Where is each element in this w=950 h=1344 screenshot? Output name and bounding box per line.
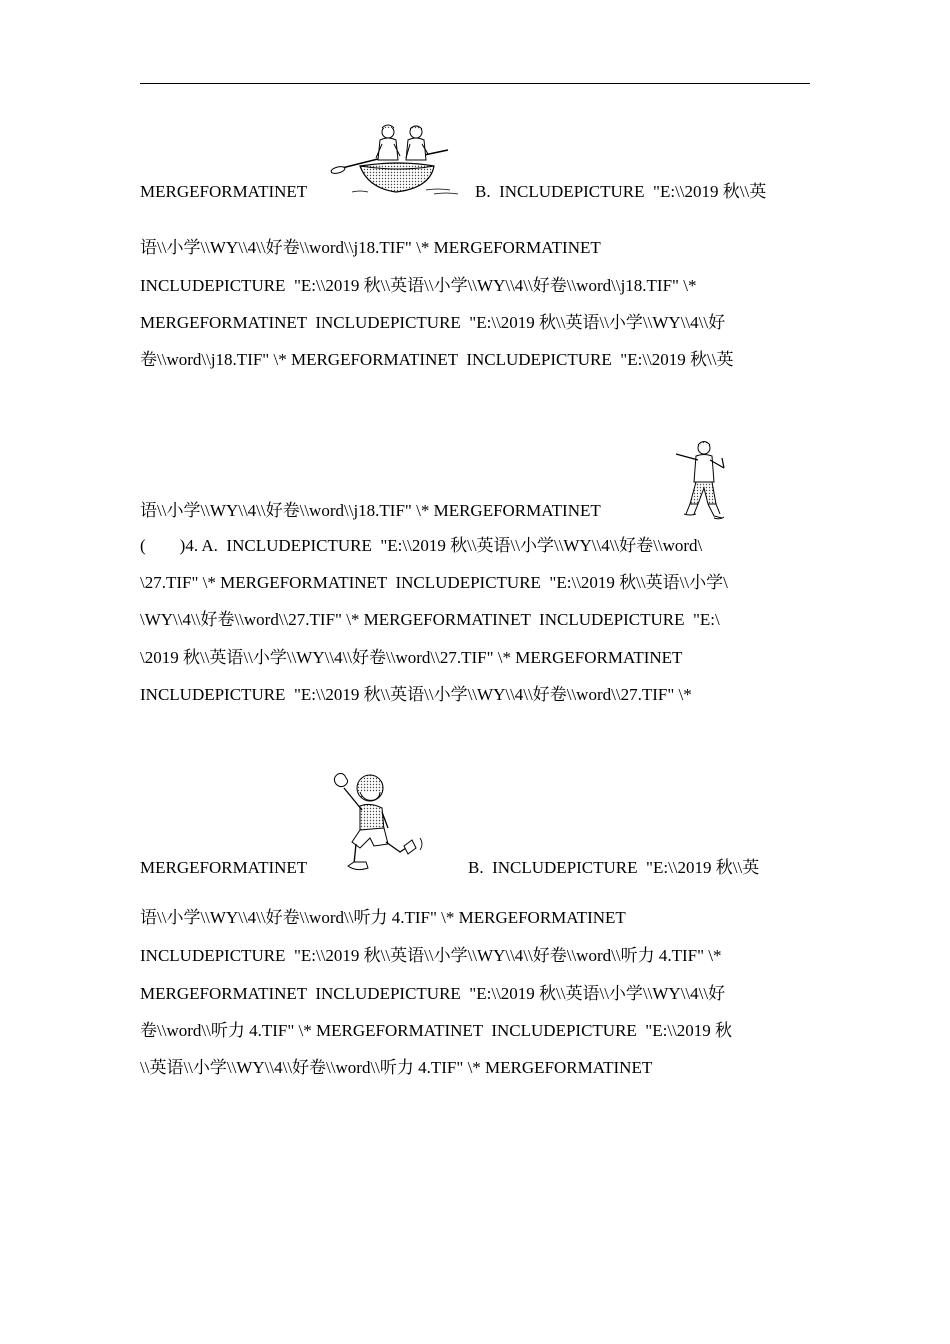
text-line: 语\\小学\\WY\\4\\好卷\\word\\听力 4.TIF" \* MERGEFORMATINET bbox=[140, 908, 626, 927]
text-line: 语\\小学\\WY\\4\\好卷\\word\\j18.TIF" \* MERGEFORMATINET bbox=[140, 238, 601, 257]
text-line: B. INCLUDEPICTURE "E:\\2019 秋\\英 bbox=[475, 182, 767, 201]
rowing-boat-illustration bbox=[330, 120, 462, 200]
running-boy-illustration bbox=[330, 768, 426, 880]
text-line: \27.TIF" \* MERGEFORMATINET INCLUDEPICTURE "E:\\2019 秋\\英语\\小学\ bbox=[140, 573, 728, 592]
header-rule bbox=[140, 83, 810, 84]
text-line: MERGEFORMATINET INCLUDEPICTURE "E:\\2019 秋\\英语\\小学\\WY\\4\\好 bbox=[140, 984, 726, 1003]
text-line: \2019 秋\\英语\\小学\\WY\\4\\好卷\\word\\27.TIF" \* MERGEFORMATINET bbox=[140, 648, 683, 667]
text-line: MERGEFORMATINET bbox=[140, 858, 308, 877]
text-line: \WY\\4\\好卷\\word\\27.TIF" \* MERGEFORMATINET INCLUDEPICTURE "E:\ bbox=[140, 610, 720, 629]
text-line: INCLUDEPICTURE "E:\\2019 秋\\英语\\小学\\WY\\4\\好卷\\word\\27.TIF" \* bbox=[140, 685, 692, 704]
text-line: MERGEFORMATINET INCLUDEPICTURE "E:\\2019 秋\\英语\\小学\\WY\\4\\好 bbox=[140, 313, 726, 332]
text-line: \\英语\\小学\\WY\\4\\好卷\\word\\听力 4.TIF" \* MERGEFORMATINET bbox=[140, 1058, 653, 1077]
text-line: MERGEFORMATINET bbox=[140, 182, 308, 201]
text-line: 语\\小学\\WY\\4\\好卷\\word\\j18.TIF" \* MERGEFORMATINET bbox=[140, 501, 601, 520]
text-line: INCLUDEPICTURE "E:\\2019 秋\\英语\\小学\\WY\\4\\好卷\\word\\听力 4.TIF" \* bbox=[140, 946, 722, 965]
text-line: INCLUDEPICTURE "E:\\2019 秋\\英语\\小学\\WY\\4\\好卷\\word\\j18.TIF" \* bbox=[140, 276, 697, 295]
text-line: 卷\\word\\听力 4.TIF" \* MERGEFORMATINET INCLUDEPICTURE "E:\\2019 秋 bbox=[140, 1021, 733, 1040]
text-line: 卷\\word\\j18.TIF" \* MERGEFORMATINET INCLUDEPICTURE "E:\\2019 秋\\英 bbox=[140, 350, 734, 369]
text-line: B. INCLUDEPICTURE "E:\\2019 秋\\英 bbox=[468, 858, 760, 877]
text-line: ( )4. A. INCLUDEPICTURE "E:\\2019 秋\\英语\\小学\\WY\\4\\好卷\\word\ bbox=[140, 536, 703, 555]
tai-chi-man-illustration bbox=[672, 438, 732, 522]
